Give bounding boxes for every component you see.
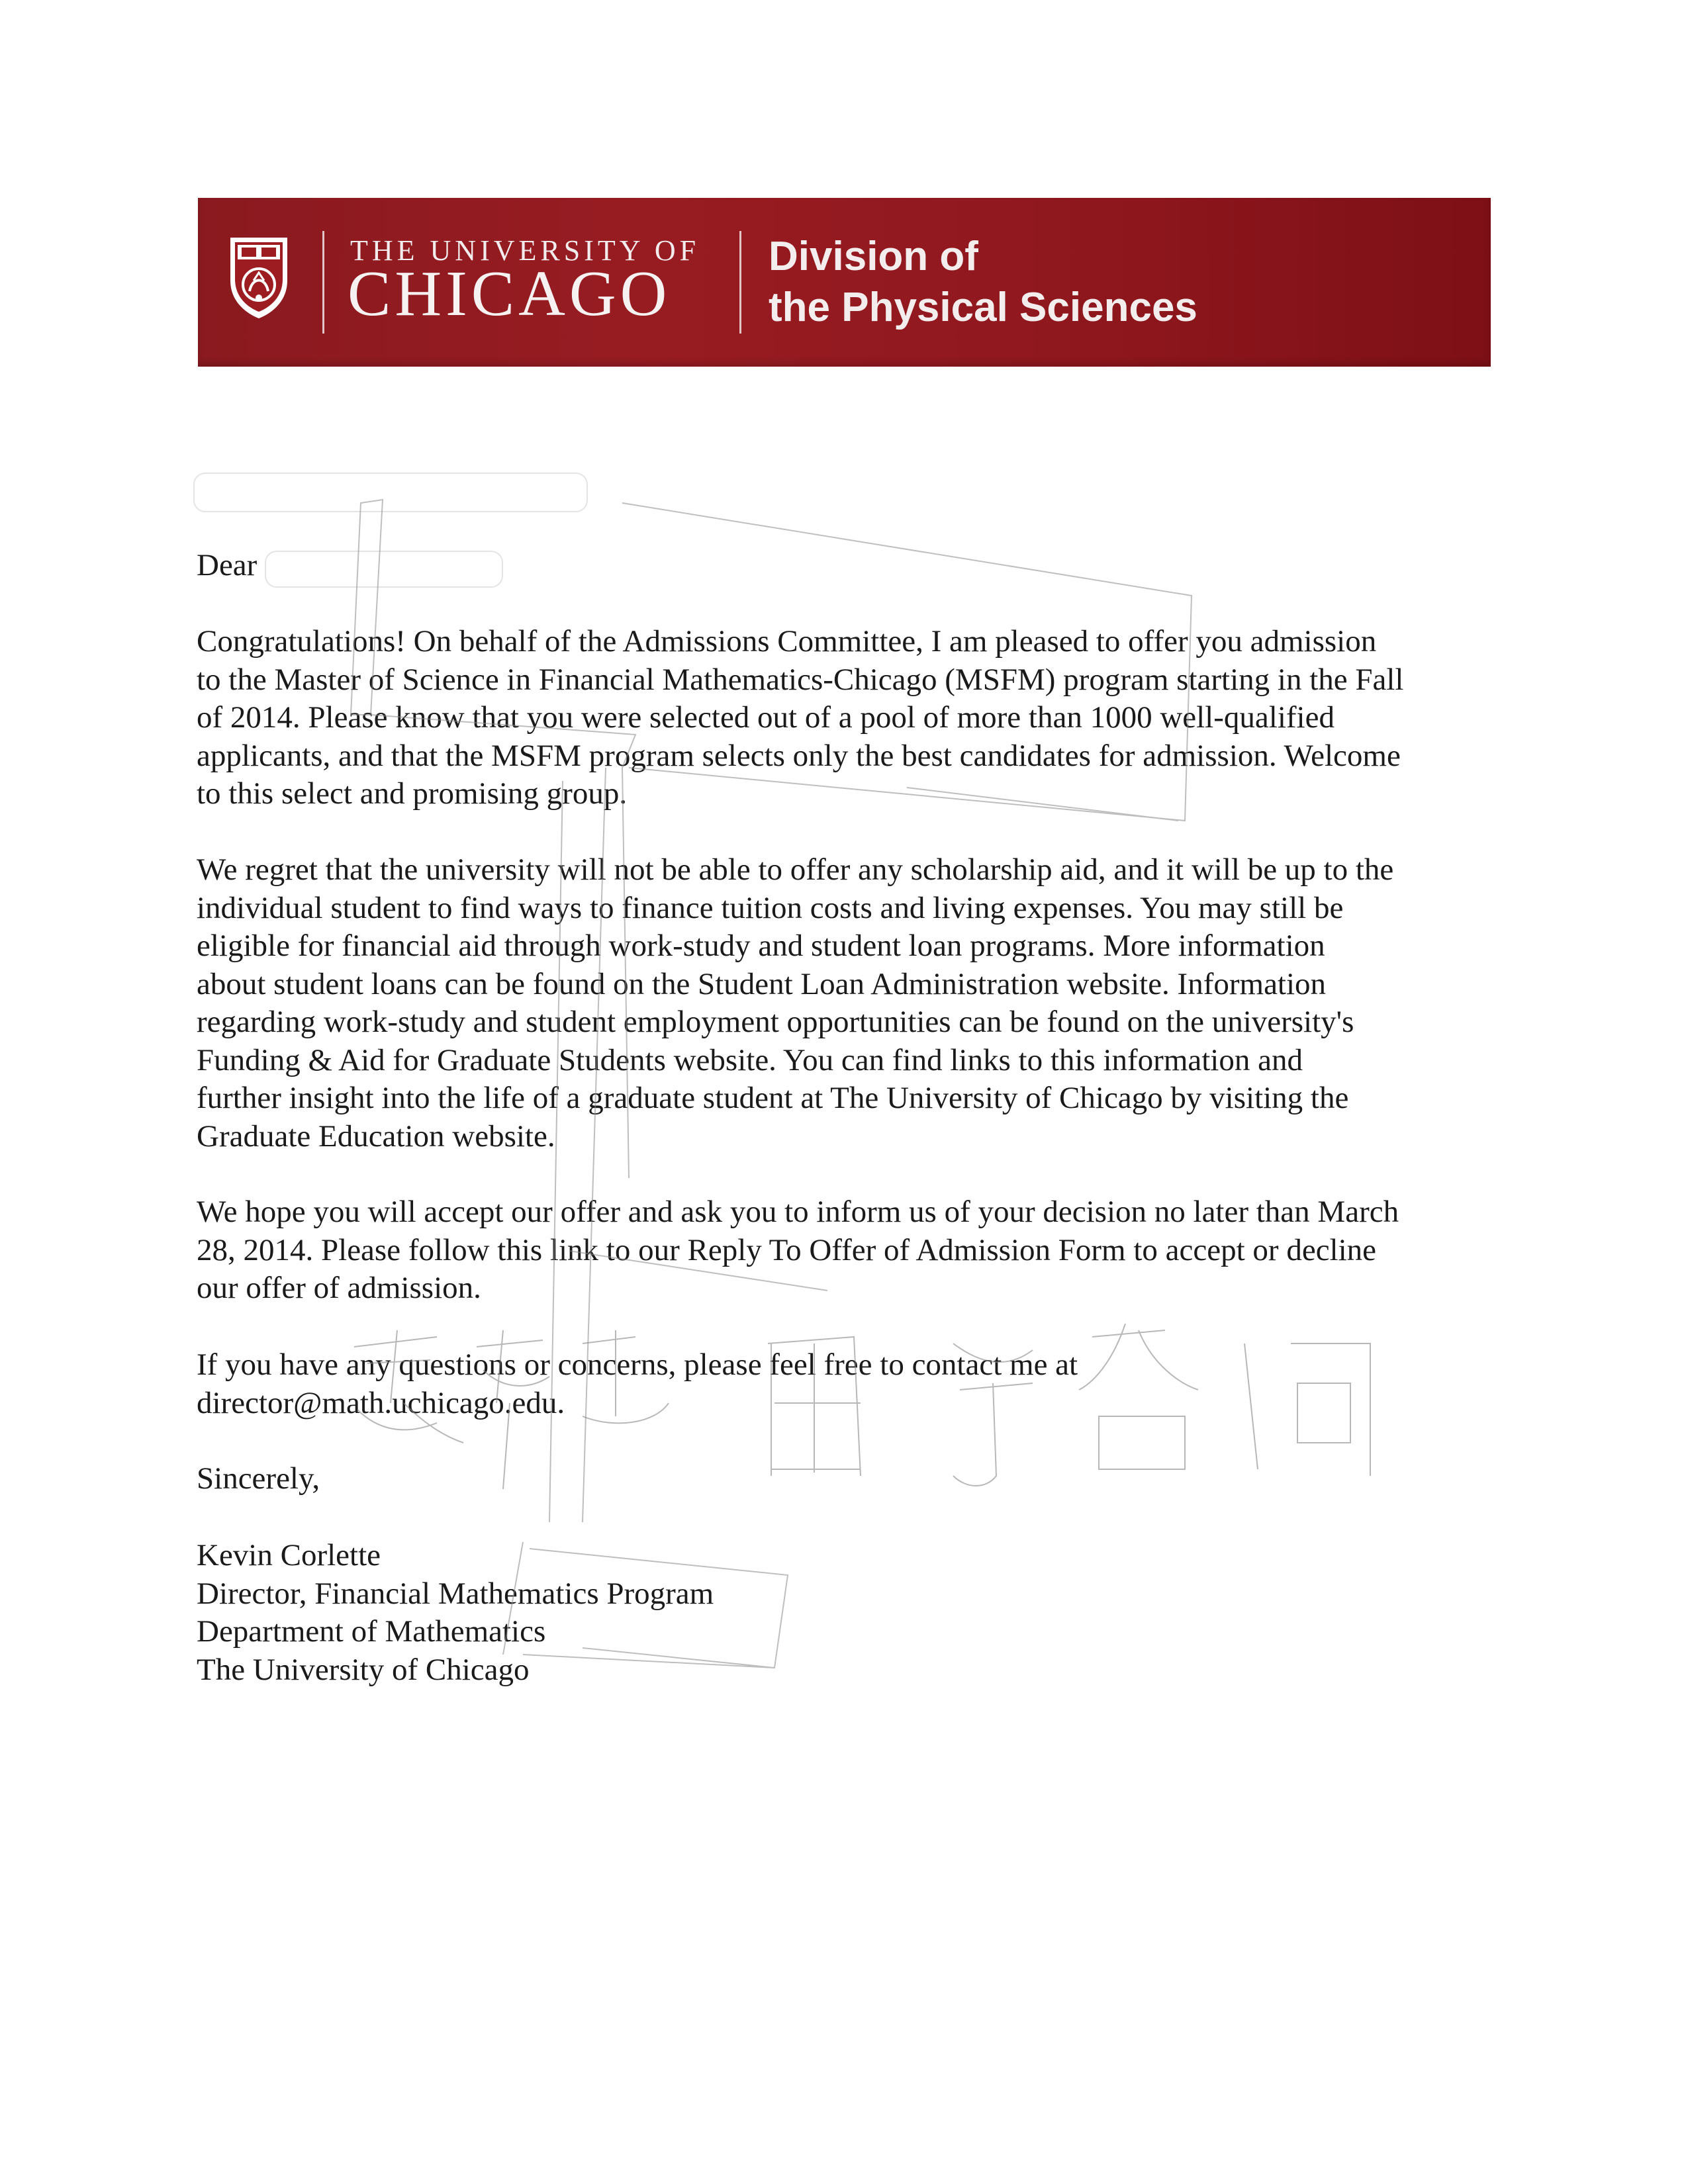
division-name-line1: Division of <box>769 234 978 279</box>
signature-block: Kevin Corlette Director, Financial Mathematics Program Department of Mathematics The University of Chicago <box>197 1538 714 1687</box>
banner-divider <box>322 231 324 334</box>
closing: Sincerely, <box>197 1461 320 1496</box>
paragraph-contact: If you have any questions or concerns, please feel free to contact me at director@math.uchicago.edu. <box>197 1347 1078 1420</box>
letterhead-banner <box>198 198 1491 367</box>
paragraph-congratulations: Congratulations! On behalf of the Admissions Committee, I am pleased to offer you admission to the Master of Science in Financial Mathematics-Chicago (MSFM) program starting in the Fall of 2014. Please know that you were selected out of a pool of more than 1000 well-qualified applicants, and that the MSFM program selects only the best candidates for admission. Welcome to this select and promising group. <box>197 624 1404 811</box>
banner-divider <box>739 231 741 334</box>
division-name-line2: the Physical Sciences <box>769 285 1197 330</box>
university-name: CHICAGO <box>348 258 671 330</box>
university-crest-icon <box>226 234 292 320</box>
salutation: Dear <box>197 548 258 582</box>
paragraph-reply-deadline: We hope you will accept our offer and ask you to inform us of your decision no later than March 28, 2014. Please follow this link to our Reply To Offer of Admission Form to accept or decline our offer of admission. <box>197 1195 1399 1305</box>
university-name-top: THE UNIVERSITY OF <box>350 234 700 267</box>
redacted-date <box>193 473 588 512</box>
paragraph-financial-aid: We regret that the university will not be able to offer any scholarship aid, and it will be up to the individual student to find ways to finance tuition costs and living expenses. You may still be eligible for financial aid through work-study and student loan programs. More information about student loans can be found on the Student Loan Administration website. Information regarding work-study and student employment opportunities can be found on the university's Funding & Aid for Graduate Students website. You can find links to this information and further insight into the life of a graduate student at The University of Chicago by visiting the Graduate Education website. <box>197 852 1394 1154</box>
